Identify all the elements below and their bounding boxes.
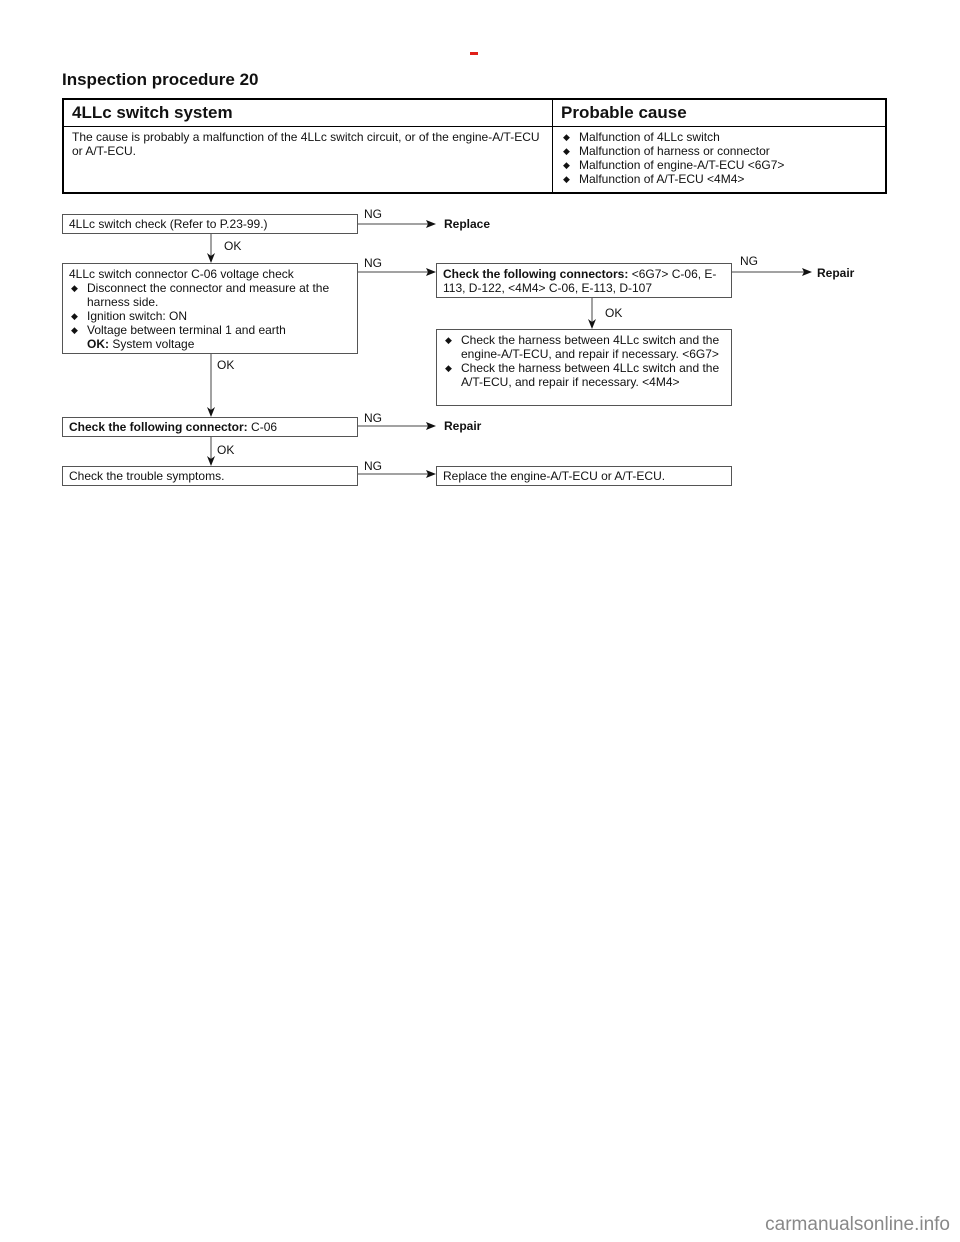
flow-result-replace-ecu — [436, 466, 732, 486]
flow-step-connector-c06-check — [62, 417, 358, 437]
flow-step-switch-check — [62, 214, 358, 234]
connector-check-bold: Check the following connector: — [69, 420, 248, 434]
voltage-check-step: ◆ Voltage between terminal 1 and earth — [69, 323, 351, 337]
ok-condition-value: System voltage — [112, 337, 195, 351]
result-repair: Repair — [817, 266, 855, 280]
result-repair: Repair — [444, 419, 482, 433]
ng-label: NG — [364, 459, 382, 473]
voltage-check-title: 4LLc switch connector C-06 voltage check — [69, 267, 294, 281]
ok-condition-prefix: OK: — [87, 337, 109, 351]
cause-item: ◆ Malfunction of harness or connector — [561, 144, 877, 158]
replace-ecu-text: Replace the engine-A/T-ECU or A/T-ECU. — [443, 469, 666, 483]
flow-step-harness-check — [436, 329, 732, 406]
voltage-check-ok-condition — [69, 337, 351, 351]
flow-step-connectors-check — [436, 263, 732, 298]
page-title: Inspection procedure 20 — [62, 70, 259, 89]
ok-label: OK — [217, 358, 235, 372]
cause-table-header-system: 4LLc switch system — [63, 99, 553, 127]
cause-item: ◆ Malfunction of A/T-ECU <4M4> — [561, 172, 877, 186]
cause-item: ◆ Malfunction of 4LLc switch — [561, 130, 877, 144]
ok-label: OK — [605, 306, 623, 320]
harness-check-item: ◆ Check the harness between 4LLc switch and the engine-A/T-ECU, and repair if necessary. <6G7> — [443, 333, 725, 361]
trouble-symptoms-text: Check the trouble symptoms. — [69, 469, 225, 483]
voltage-check-step: ◆ Disconnect the connector and measure at the harness side. — [69, 281, 351, 309]
harness-check-list — [443, 333, 725, 389]
flow-step-voltage-check — [62, 263, 358, 354]
ng-label: NG — [364, 256, 382, 270]
connector-check-text: C-06 — [251, 420, 278, 434]
harness-check-item: ◆ Check the harness between 4LLc switch and the A/T-ECU, and repair if necessary. <4M4> — [443, 361, 725, 389]
voltage-check-step: ◆ Ignition switch: ON — [69, 309, 351, 323]
flow-step-trouble-symptoms — [62, 466, 358, 486]
ok-label: OK — [224, 239, 242, 253]
ng-label: NG — [740, 254, 758, 268]
watermark: carmanualsonline.info — [765, 1214, 950, 1235]
cause-description-text: The cause is probably a malfunction of the 4LLc switch circuit, or of the engine-A/T-ECU or A/T-ECU. — [72, 130, 540, 158]
ok-label: OK — [217, 443, 235, 457]
voltage-check-steps — [69, 281, 351, 337]
cause-table-header-probable-cause: Probable cause — [553, 99, 887, 127]
result-replace: Replace — [444, 217, 491, 231]
ng-label: NG — [364, 207, 382, 221]
flow-step-switch-check-text: 4LLc switch check (Refer to P.23-99.) — [69, 217, 268, 231]
cause-item: ◆ Malfunction of engine-A/T-ECU <6G7> — [561, 158, 877, 172]
connectors-check-text: <6G7> C-06, E-113, D-122, <4M4> C-06, E-113, D-107 — [443, 267, 717, 295]
ng-label: NG — [364, 411, 382, 425]
connectors-check-bold: Check the following connectors: — [443, 267, 629, 281]
